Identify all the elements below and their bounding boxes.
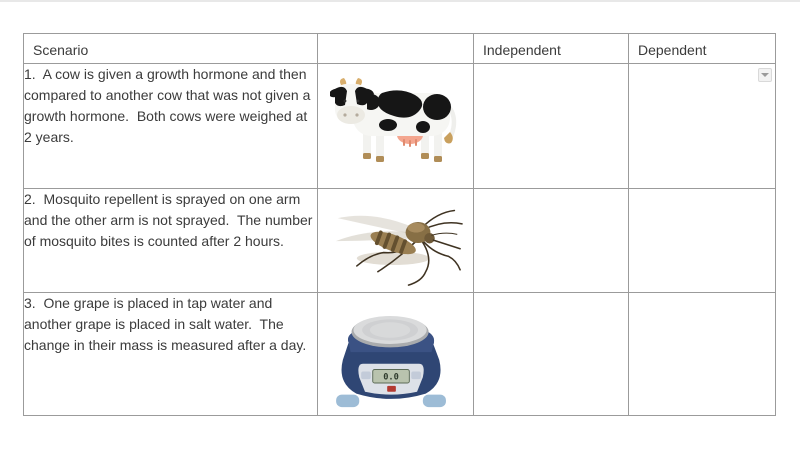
window-top-edge xyxy=(0,0,800,2)
chevron-down-icon xyxy=(761,73,769,77)
independent-answer-cell-2[interactable] xyxy=(474,189,629,293)
column-header-scenario: Scenario xyxy=(24,34,318,64)
dependent-answer-cell-2[interactable] xyxy=(629,189,776,293)
column-header-dependent: Dependent xyxy=(629,34,776,64)
digital-scale-image xyxy=(318,293,473,415)
scenario-text-2: 2. Mosquito repellent is sprayed on one arm and the other arm is not sprayed. The number of mosquito bites is counted after 2 hours. xyxy=(24,189,318,293)
independent-answer-cell-3[interactable] xyxy=(474,293,629,416)
column-header-image xyxy=(318,34,474,64)
image-cell-3 xyxy=(318,293,474,416)
mosquito-image xyxy=(318,189,473,292)
scale-display-value: 0.0 xyxy=(383,372,399,383)
table-row xyxy=(24,189,776,293)
table-row xyxy=(24,64,776,189)
scenario-text-3: 3. One grape is placed in tap water and another grape is placed in salt water. The change in their mass is measured after a day. xyxy=(24,293,318,416)
dependent-answer-cell-1[interactable] xyxy=(629,64,776,189)
column-header-independent: Independent xyxy=(474,34,629,64)
dependent-answer-cell-3[interactable] xyxy=(629,293,776,416)
scenario-text-1: 1. A cow is given a growth hormone and then compared to another cow that was not given a growth hormone. Both cows were weighed at 2 years. xyxy=(24,64,318,189)
cow-image xyxy=(318,64,473,175)
image-cell-1 xyxy=(318,64,474,189)
image-cell-2 xyxy=(318,189,474,293)
table-header-row xyxy=(24,34,776,64)
independent-answer-cell-1[interactable] xyxy=(474,64,629,189)
table-row xyxy=(24,293,776,416)
cell-dropdown-button[interactable] xyxy=(758,68,772,82)
scenario-table xyxy=(23,33,776,416)
